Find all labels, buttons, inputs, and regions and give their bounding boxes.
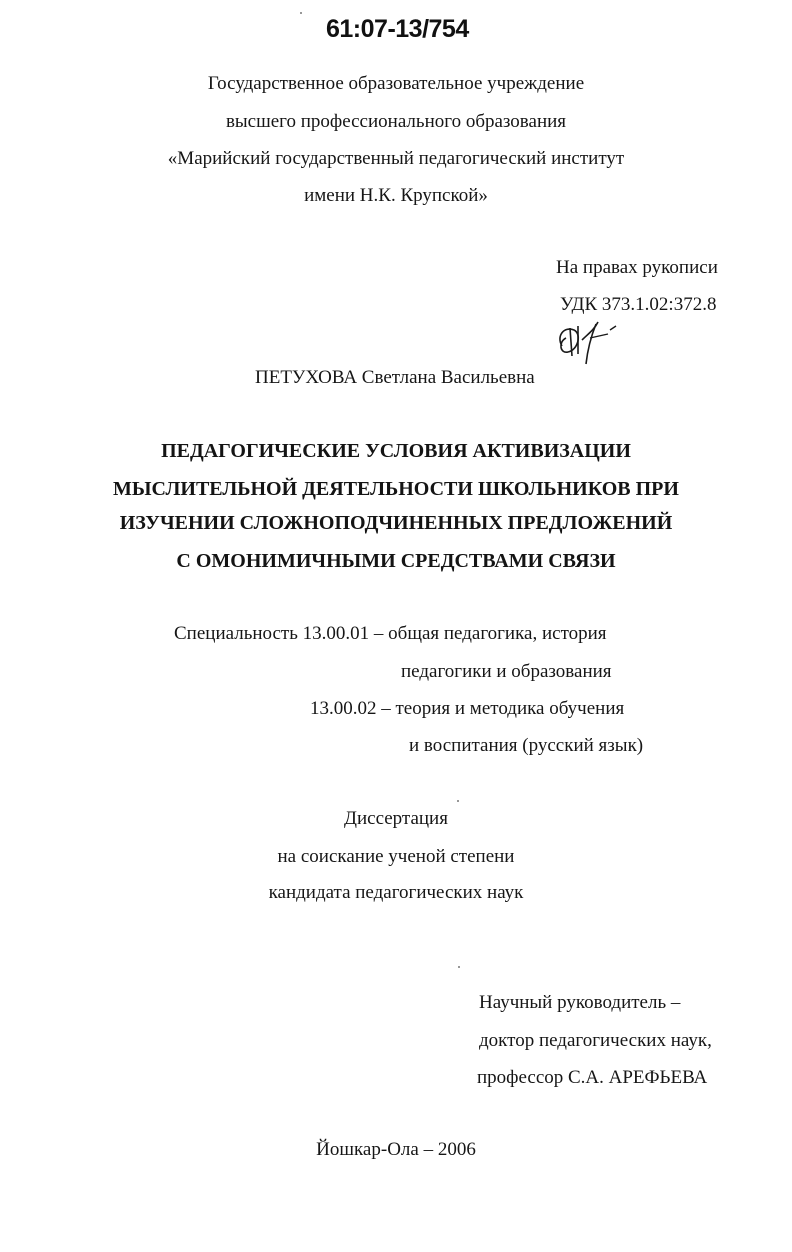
specialty-line-3: 13.00.02 – теория и методика обучения [310,698,625,719]
supervisor-name: профессор С.А. АРЕФЬЕВА [477,1067,708,1088]
scan-speck [458,966,460,968]
institution-line-1: Государственное образовательное учреждение [207,73,585,94]
institution-line-4: имени Н.К. Крупской» [304,185,488,206]
dissertation-label: Диссертация [344,808,448,829]
scan-speck [457,800,459,802]
scan-speck [300,12,302,14]
title-line-1: ПЕДАГОГИЧЕСКИЕ УСЛОВИЯ АКТИВИЗАЦИИ [161,440,631,462]
title-line-2: МЫСЛИТЕЛЬНОЙ ДЕЯТЕЛЬНОСТИ ШКОЛЬНИКОВ ПРИ [113,478,679,500]
signature-mark [552,316,624,370]
institution-line-3: «Марийский государственный педагогический институт [167,148,625,169]
degree-line-2: кандидата педагогических наук [268,882,524,903]
supervisor-label: Научный руководитель – [479,992,681,1013]
degree-line-1: на соискание ученой степени [277,846,515,867]
author-name: ПЕТУХОВА Светлана Васильевна [255,367,535,388]
institution-line-2: высшего профессионального образования [225,111,567,132]
archive-number: 61:07-13/754 [326,15,469,43]
specialty-line-4: и воспитания (русский язык) [409,735,644,756]
udc-code: УДК 373.1.02:372.8 [560,294,717,315]
title-line-4: С ОМОНИМИЧНЫМИ СРЕДСТВАМИ СВЯЗИ [176,550,616,572]
supervisor-degree: доктор педагогических наук, [479,1030,712,1051]
specialty-line-2: педагогики и образования [401,661,612,682]
manuscript-rights: На правах рукописи [556,257,718,278]
title-line-3: ИЗУЧЕНИИ СЛОЖНОПОДЧИНЕННЫХ ПРЕДЛОЖЕНИЙ [119,512,673,534]
specialty-line-1: Специальность 13.00.01 – общая педагогика, история [174,623,607,644]
place-year: Йошкар-Ола – 2006 [316,1139,476,1160]
